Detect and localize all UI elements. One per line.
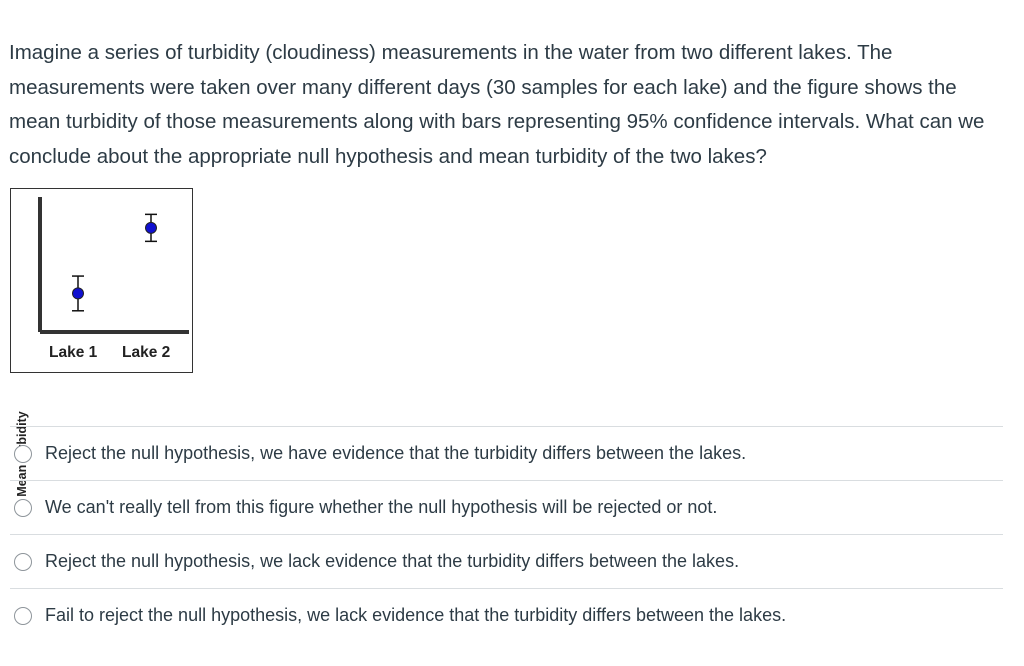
mean-point-lake-1 (73, 288, 84, 299)
answer-option[interactable] (10, 588, 1003, 642)
answer-option-label: Reject the null hypothesis, we lack evidence that the turbidity differs between the lakes. (45, 551, 740, 571)
x-tick-label-lake-2: Lake 2 (122, 344, 171, 361)
question-text: Imagine a series of turbidity (cloudiness) measurements in the water from two different lakes. The measurements were taken over many different days (30 samples for each lake) and the figure shows the mean turbidity of those measurements along with bars representing 95% confidence intervals. What can we conclude about the appropriate null hypothesis and mean turbidity of the two lakes? (9, 41, 985, 168)
answer-option-label: Reject the null hypothesis, we have evidence that the turbidity differs between the lakes. (45, 443, 747, 463)
answer-option-label: Fail to reject the null hypothesis, we lack evidence that the turbidity differs between the lakes. (45, 605, 787, 625)
answer-option[interactable] (10, 480, 1003, 534)
answer-option-label: We can't really tell from this figure whether the null hypothesis will be rejected or not. (45, 497, 718, 517)
radio-button[interactable] (14, 553, 32, 571)
answer-options (10, 426, 1003, 642)
mean-point-lake-2 (146, 222, 157, 233)
answer-option[interactable] (10, 426, 1003, 480)
turbidity-figure (10, 188, 193, 373)
answer-option[interactable] (10, 534, 1003, 588)
radio-button[interactable] (14, 445, 32, 463)
x-tick-label-lake-1: Lake 1 (49, 344, 98, 361)
radio-button[interactable] (14, 607, 32, 625)
radio-button[interactable] (14, 499, 32, 517)
